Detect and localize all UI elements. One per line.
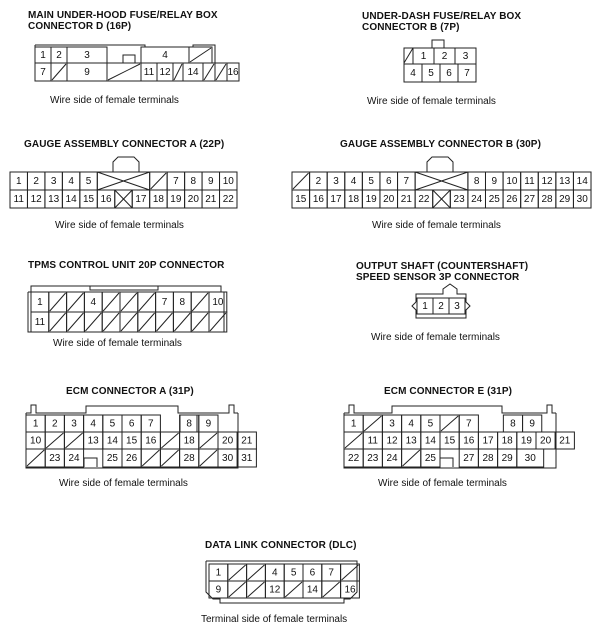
terminal-number-3: 3 (389, 418, 395, 430)
blank-terminal-hatch (103, 293, 119, 311)
terminal-number-12: 12 (541, 176, 553, 187)
blank-terminal-hatch (204, 64, 214, 80)
blank-terminal-hatch (200, 433, 217, 448)
terminal-number-14: 14 (65, 194, 77, 205)
blank-terminal-hatch (229, 565, 246, 580)
terminal-number-4: 4 (350, 176, 357, 187)
terminal-number-14: 14 (576, 176, 588, 187)
connector-c6 (412, 284, 470, 318)
terminal-number-10: 10 (30, 435, 42, 447)
housing-outline (28, 286, 224, 292)
terminal-number-14: 14 (424, 435, 436, 447)
terminal-number-21: 21 (559, 435, 571, 447)
key-notch (84, 458, 97, 467)
terminal-number-18: 18 (183, 435, 195, 447)
terminal-number-4: 4 (90, 418, 96, 430)
caption-c5: Wire side of female terminals (53, 338, 182, 349)
blank-terminal-hatch (174, 64, 182, 80)
terminal-number-3: 3 (84, 50, 90, 61)
terminal-number-5: 5 (85, 176, 92, 187)
terminal-number-6: 6 (309, 567, 316, 579)
terminal-number-4: 4 (162, 50, 168, 61)
terminal-number-13: 13 (48, 194, 60, 205)
terminal-number-28: 28 (482, 453, 494, 464)
terminal-number-11: 11 (34, 317, 46, 328)
blank-terminal-hatch (190, 48, 211, 62)
terminal-number-15: 15 (295, 194, 307, 205)
housing-outline (344, 405, 556, 413)
blank-terminal-hatch (404, 48, 413, 63)
title-line: DATA LINK CONNECTOR (DLC) (205, 540, 357, 551)
title-line: GAUGE ASSEMBLY CONNECTOR B (30P) (340, 139, 542, 150)
blank-terminal-hatch (139, 313, 155, 331)
terminal-number-3: 3 (454, 301, 460, 312)
terminal-number-29: 29 (501, 453, 513, 464)
terminal-number-15: 15 (444, 435, 456, 447)
terminal-number-26: 26 (506, 194, 518, 205)
terminal-number-13: 13 (405, 435, 417, 447)
terminal-number-28: 28 (541, 194, 553, 205)
terminal-number-27: 27 (523, 194, 536, 205)
terminal-number-10: 10 (506, 176, 518, 187)
terminal-number-16: 16 (344, 584, 356, 596)
latch-tab (113, 157, 139, 172)
blank-terminal-hatch (192, 293, 208, 311)
caption-c8: Wire side of female terminals (378, 478, 507, 489)
terminal-number-9: 9 (205, 418, 212, 430)
terminal-number-2: 2 (56, 50, 62, 61)
blank-terminal-hatch (403, 450, 420, 466)
terminal-number-30: 30 (524, 453, 536, 464)
terminal-number-4: 4 (408, 418, 414, 430)
connector-c2 (404, 40, 476, 82)
terminal-number-13: 13 (87, 435, 99, 447)
terminal-number-7: 7 (148, 418, 154, 430)
blank-terminal-hatch (192, 313, 208, 331)
terminal-number-25: 25 (106, 453, 118, 464)
terminal-number-5: 5 (427, 418, 434, 430)
caption-c3: Wire side of female terminals (55, 220, 184, 231)
blank-terminal-hatch (229, 582, 246, 597)
terminal-number-12: 12 (30, 194, 42, 205)
key-notch (440, 458, 453, 467)
terminal-number-19: 19 (520, 435, 532, 447)
blank-terminal-hatch (27, 450, 44, 466)
title-line: MAIN UNDER-HOOD FUSE/RELAY BOX (28, 10, 218, 21)
blank-terminal-hatch (200, 450, 217, 466)
terminal-number-5: 5 (368, 176, 374, 187)
latch-tab (90, 286, 158, 290)
blank-terminal-hatch (174, 313, 190, 331)
blank-terminal-hatch (216, 64, 226, 80)
title-line: UNDER-DASH FUSE/RELAY BOX (362, 11, 522, 22)
connector-c7 (26, 405, 256, 468)
latch-tab (123, 55, 135, 63)
terminal-number-4: 4 (90, 297, 97, 308)
terminal-number-7: 7 (403, 176, 410, 187)
connector-c9 (206, 561, 359, 603)
blank-terminal-hatch (46, 433, 63, 448)
terminal-number-22: 22 (418, 194, 430, 205)
terminal-number-9: 9 (84, 67, 90, 78)
blank-terminal-hatch (68, 313, 84, 331)
blank-terminal-hatch (157, 313, 173, 331)
blank-terminal-hatch (364, 416, 381, 431)
terminal-number-2: 2 (52, 418, 58, 430)
terminal-number-1: 1 (420, 51, 427, 62)
title-gauge-connector-b (340, 139, 541, 150)
terminal-number-15: 15 (126, 435, 138, 447)
title-line: CONNECTOR B (7P) (362, 22, 460, 33)
terminal-number-2: 2 (438, 301, 444, 312)
terminal-number-12: 12 (269, 584, 281, 596)
terminal-number-12: 12 (386, 435, 398, 447)
terminal-number-5: 5 (109, 418, 116, 430)
title-line: CONNECTOR D (16P) (28, 21, 132, 32)
terminal-number-16: 16 (312, 194, 324, 205)
title-gauge-connector-a (24, 139, 224, 150)
terminal-number-7: 7 (464, 68, 470, 79)
latch-tab (427, 157, 453, 172)
terminal-number-9: 9 (491, 176, 498, 187)
terminal-number-3: 3 (71, 418, 77, 430)
title-output-shaft-sensor-connector (356, 261, 528, 283)
title-line: GAUGE ASSEMBLY CONNECTOR A (22P) (24, 139, 225, 150)
terminal-number-28: 28 (183, 453, 195, 464)
terminal-number-3: 3 (50, 176, 57, 187)
terminal-number-16: 16 (227, 67, 239, 78)
title-line: OUTPUT SHAFT (COUNTERSHAFT) (356, 261, 529, 272)
terminal-number-23: 23 (49, 453, 61, 464)
blank-terminal-hatch (248, 582, 265, 597)
blank-terminal-hatch (285, 582, 302, 597)
title-main-underhood-connector-d (28, 10, 218, 32)
title-line: SPEED SENSOR 3P CONNECTOR (356, 272, 520, 283)
terminal-number-7: 7 (40, 67, 46, 78)
terminal-number-11: 11 (524, 176, 535, 187)
terminal-number-25: 25 (488, 194, 500, 205)
terminal-number-4: 4 (410, 68, 416, 79)
terminal-number-19: 19 (170, 194, 182, 205)
terminal-number-10: 10 (212, 297, 224, 308)
blank-terminal-hatch (248, 565, 265, 580)
terminal-number-1: 1 (422, 301, 428, 312)
terminal-number-12: 12 (159, 67, 171, 78)
terminal-number-11: 11 (367, 435, 378, 447)
blank-terminal-hatch (142, 450, 159, 466)
terminal-number-20: 20 (383, 194, 395, 205)
caption-c2: Wire side of female terminals (367, 96, 496, 107)
blank-terminal-hatch (151, 173, 166, 189)
blank-terminal-hatch (161, 450, 178, 466)
terminal-number-14: 14 (306, 584, 318, 596)
terminal-number-20: 20 (222, 435, 234, 447)
terminal-number-8: 8 (510, 418, 516, 430)
terminal-number-7: 7 (161, 297, 168, 308)
blank-terminal-hatch (108, 64, 140, 80)
terminal-number-14: 14 (106, 435, 118, 447)
connector-c3 (10, 157, 237, 208)
terminal-number-26: 26 (126, 453, 138, 464)
latch-tab (432, 40, 444, 48)
terminal-number-7: 7 (328, 567, 334, 579)
connector-c4 (292, 157, 591, 208)
blank-terminal-hatch (345, 433, 362, 448)
terminal-number-22: 22 (348, 453, 360, 464)
blank-terminal-hatch (293, 173, 309, 189)
housing-outline (26, 405, 238, 413)
terminal-number-11: 11 (13, 194, 24, 205)
title-line: ECM CONNECTOR E (31P) (384, 386, 513, 397)
terminal-number-21: 21 (205, 194, 217, 205)
terminal-number-1: 1 (32, 418, 39, 430)
blank-terminal-hatch (342, 565, 359, 580)
terminal-number-20: 20 (540, 435, 552, 447)
blank-terminal-hatch (68, 293, 84, 311)
terminal-number-23: 23 (453, 194, 465, 205)
terminal-number-1: 1 (350, 418, 357, 430)
title-data-link-connector (205, 540, 357, 551)
title-underdash-connector-b (362, 11, 521, 33)
terminal-number-6: 6 (385, 176, 392, 187)
terminal-number-9: 9 (208, 176, 214, 187)
blank-terminal-hatch (210, 313, 226, 331)
terminal-number-9: 9 (529, 418, 535, 430)
terminal-number-20: 20 (187, 194, 199, 205)
blank-terminal-hatch (441, 416, 458, 431)
terminal-number-2: 2 (33, 176, 39, 187)
blank-terminal-hatch (85, 313, 101, 331)
blank-terminal-hatch (121, 293, 137, 311)
terminal-number-17: 17 (135, 194, 147, 205)
terminal-number-23: 23 (367, 453, 379, 464)
blank-terminal-hatch (103, 313, 119, 331)
terminal-number-24: 24 (386, 453, 398, 464)
terminal-number-3: 3 (462, 51, 469, 62)
terminal-number-24: 24 (68, 453, 80, 464)
terminal-number-19: 19 (365, 194, 377, 205)
terminal-number-14: 14 (187, 67, 199, 78)
title-line: TPMS CONTROL UNIT 20P CONNECTOR (28, 260, 225, 271)
terminal-number-16: 16 (100, 194, 112, 205)
terminal-number-5: 5 (428, 68, 434, 79)
terminal-number-30: 30 (222, 453, 234, 464)
title-line: ECM CONNECTOR A (31P) (66, 386, 194, 397)
caption-c1: Wire side of female terminals (50, 95, 179, 106)
blank-terminal-hatch (52, 64, 66, 80)
terminal-number-10: 10 (222, 176, 234, 187)
terminal-number-21: 21 (400, 194, 412, 205)
terminal-number-2: 2 (315, 176, 322, 187)
blank-terminal-hatch (161, 433, 178, 448)
terminal-number-8: 8 (179, 297, 186, 308)
terminal-number-4: 4 (68, 176, 74, 187)
terminal-number-7: 7 (173, 176, 179, 187)
blank-terminal-hatch (139, 293, 155, 311)
terminal-number-3: 3 (333, 176, 339, 187)
terminal-number-17: 17 (482, 435, 494, 447)
terminal-number-31: 31 (241, 453, 253, 464)
terminal-number-30: 30 (576, 194, 588, 205)
blank-terminal-hatch (323, 582, 340, 597)
terminal-number-18: 18 (501, 435, 513, 447)
terminal-number-29: 29 (559, 194, 571, 205)
terminal-number-8: 8 (186, 418, 192, 430)
caption-c9: Terminal side of female terminals (201, 614, 348, 625)
connector-c1 (35, 45, 239, 81)
terminal-number-5: 5 (290, 567, 297, 579)
terminal-number-16: 16 (145, 435, 157, 447)
terminal-number-7: 7 (466, 418, 472, 430)
terminal-number-8: 8 (473, 176, 480, 187)
caption-c6: Wire side of female terminals (371, 332, 500, 343)
terminal-number-6: 6 (128, 418, 135, 430)
terminal-number-22: 22 (222, 194, 234, 205)
terminal-number-13: 13 (559, 176, 571, 187)
terminal-number-18: 18 (348, 194, 360, 205)
connector-c5 (28, 286, 227, 332)
terminal-number-21: 21 (241, 435, 253, 447)
terminal-number-1: 1 (37, 297, 43, 308)
caption-c4: Wire side of female terminals (372, 220, 501, 231)
terminal-number-9: 9 (215, 584, 222, 596)
title-ecm-connector-e (384, 386, 512, 397)
terminal-number-1: 1 (215, 567, 222, 579)
title-ecm-connector-a (66, 386, 194, 397)
blank-terminal-hatch (121, 313, 137, 331)
terminal-number-2: 2 (441, 51, 448, 62)
terminal-number-25: 25 (424, 453, 436, 464)
terminal-number-15: 15 (83, 194, 95, 205)
blank-terminal-hatch (65, 433, 82, 448)
terminal-number-27: 27 (463, 453, 475, 464)
terminal-number-24: 24 (471, 194, 483, 205)
connector-c8 (344, 405, 574, 468)
terminal-number-17: 17 (330, 194, 342, 205)
terminal-number-8: 8 (190, 176, 197, 187)
terminal-number-18: 18 (152, 194, 164, 205)
terminal-number-11: 11 (143, 67, 155, 78)
blank-terminal-hatch (50, 293, 66, 311)
terminal-number-16: 16 (463, 435, 475, 447)
terminal-number-6: 6 (446, 68, 452, 79)
terminal-number-1: 1 (40, 50, 46, 61)
terminal-number-1: 1 (15, 176, 22, 187)
terminal-number-4: 4 (272, 567, 278, 579)
caption-c7: Wire side of female terminals (59, 478, 188, 489)
title-tpms-connector (28, 260, 224, 271)
blank-terminal-hatch (50, 313, 66, 331)
